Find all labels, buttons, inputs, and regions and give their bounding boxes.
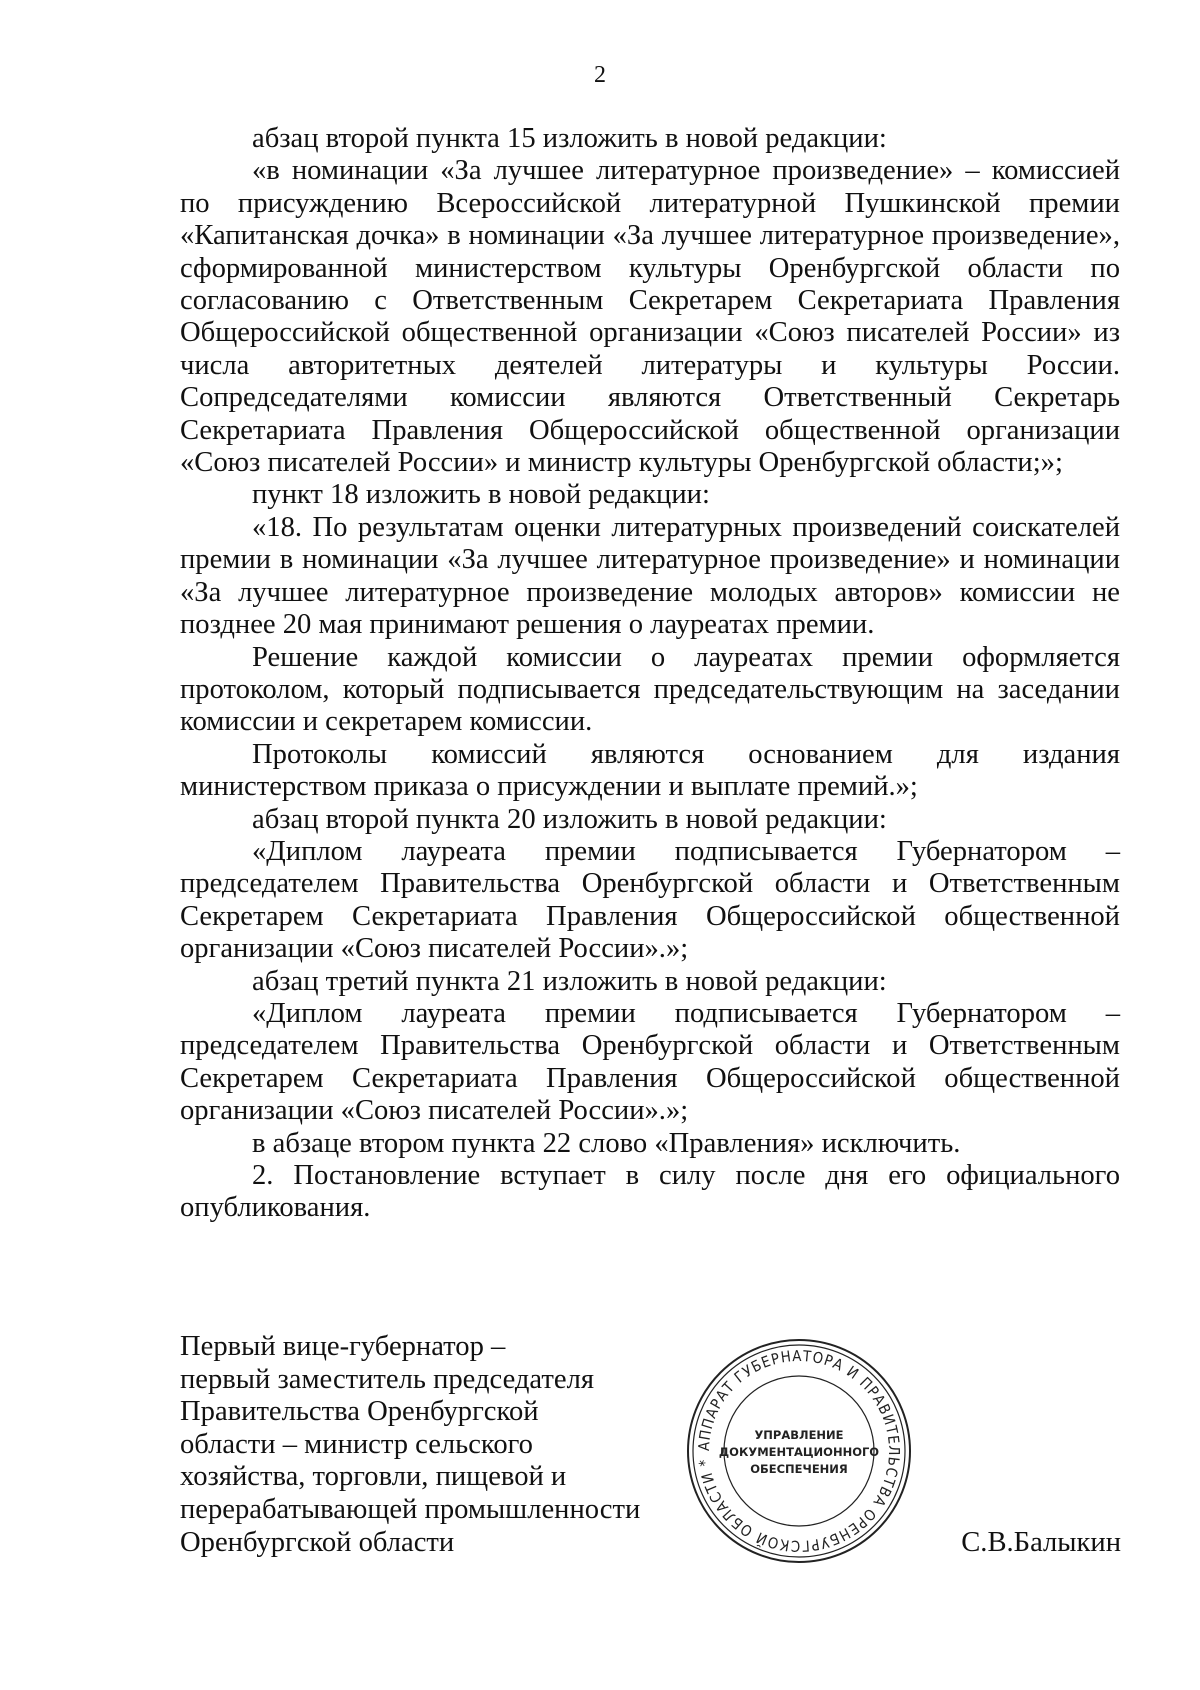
seal-center-line: ДОКУМЕНТАЦИОННОГО bbox=[718, 1445, 880, 1459]
page-number: 2 bbox=[594, 62, 606, 88]
official-seal bbox=[684, 1336, 914, 1566]
paragraph: пункт 18 изложить в новой редакции: bbox=[252, 479, 710, 511]
seal-center-line: УПРАВЛЕНИЕ bbox=[754, 1428, 844, 1442]
document-body bbox=[180, 123, 1120, 1225]
paragraph: «Диплом лауреата премии подписывается Губернатором – председателем Правительства Оренбургской области и Ответственным Секретарем Секретариата Правления Общероссийской общественной организации «Союз писателей России».»; bbox=[180, 997, 1120, 1127]
paragraph: «в номинации «За лучшее литературное произведение» – комиссией по присуждению Всероссийской литературной Пушкинской премии «Капитанская дочка» в номинации «За лучшее литературное произведение», сформированной министерством культуры Оренбургской области по согласованию с Ответственным Секретарем Секретариата Правления Общероссийской общественной организации «Союз писателей России» из числа авторитетных деятелей литературы и культуры России. Сопредседателями комиссии являются Ответственный Секретарь Секретариата Правления Общероссийской общественной организации «Союз писателей России» и министр культуры Оренбургской области;»; bbox=[180, 155, 1120, 479]
seal-center-line: ОБЕСПЕЧЕНИЯ bbox=[750, 1462, 848, 1476]
paragraph: Протоколы комиссий являются основанием для издания министерством приказа о присуждении и выплате премий.»; bbox=[180, 738, 1120, 803]
signatory-position-line: Правительства Оренбургской bbox=[180, 1396, 539, 1428]
paragraph: в абзаце втором пункта 22 слово «Правления» исключить. bbox=[252, 1127, 961, 1159]
paragraph: Решение каждой комиссии о лауреатах премии оформляется протоколом, который подписывается председательствующим на заседании комиссии и секретарем комиссии. bbox=[180, 641, 1120, 738]
signatory-position-line: Первый вице-губернатор – bbox=[180, 1331, 506, 1362]
paragraph: абзац третий пункта 21 изложить в новой редакции: bbox=[252, 965, 887, 997]
seal-ring-text-path: АППАРАТ ГУБЕРНАТОРА И ПРАВИТЕЛЬСТВА ОРЕНБУРГСКОЙ ОБЛАСТИ * bbox=[694, 1346, 904, 1556]
paragraph: 2. Постановление вступает в силу после дня его официального опубликования. bbox=[180, 1160, 1120, 1224]
signatory-position-line: первый заместитель председателя bbox=[180, 1363, 594, 1395]
signatory-position-line: Оренбургской области bbox=[180, 1526, 455, 1558]
paragraph: «Диплом лауреата премии подписывается Губернатором – председателем Правительства Оренбургской области и Ответственным Секретарем Секретариата Правления Общероссийской общественной организации «Союз писателей России».»; bbox=[180, 835, 1120, 965]
paragraph: абзац второй пункта 15 изложить в новой редакции: bbox=[252, 123, 887, 154]
signatory-position-line: хозяйства, торговли, пищевой и bbox=[180, 1461, 567, 1493]
paragraph: «18. По результатам оценки литературных произведений соискателей премии в номинации «За лучшее литературное произведение» и номинации «За лучшее литературное произведение молодых авторов» комиссии не позднее 20 мая принимают решения о лауреатах премии. bbox=[180, 511, 1120, 641]
signatory-position-line: перерабатывающей промышленности bbox=[180, 1493, 641, 1525]
paragraph: абзац второй пункта 20 изложить в новой редакции: bbox=[252, 803, 887, 835]
signatory-name: С.В.Балыкин bbox=[961, 1527, 1121, 1558]
signatory-position bbox=[180, 1331, 680, 1559]
signatory-position-line: области – министр сельского bbox=[180, 1428, 533, 1460]
